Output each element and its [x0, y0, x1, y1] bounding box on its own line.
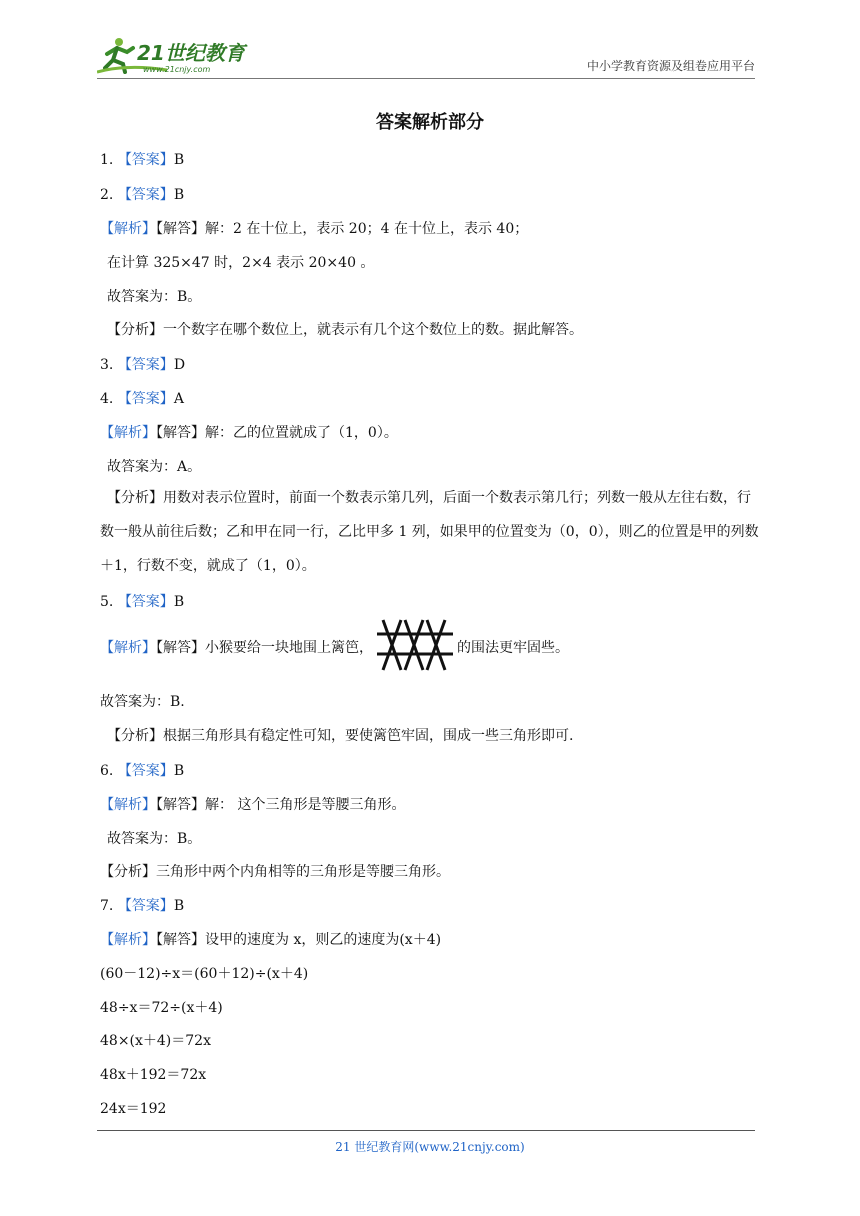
line-text: 在计算 325×47 时，2×4 表示 20×40 。 — [107, 255, 375, 271]
analysis-tag: 【解析】 — [100, 640, 156, 656]
q4-fenxi-text: 【分析】用数对表示位置时，前面一个数表示第几列，后面一个数表示第几行；列数一般从左往右数，行数一般从前往后数；乙和甲在同一行，乙比甲多 1 列，如果甲的位置变为（0，0），则乙的位置是甲的列数＋1，行数不变，就成了（1，0）。 — [100, 490, 759, 574]
q2-calc — [107, 253, 374, 273]
line-text: B — [173, 898, 185, 914]
q5-analysis — [100, 636, 569, 660]
line-text: 【解答】设甲的速度为 x，则乙的速度为(x＋4) — [156, 932, 442, 948]
line-text: 7. — [100, 898, 118, 914]
page-title: 答案解析部分 — [376, 112, 484, 133]
q2-answer — [107, 287, 201, 307]
q6-answer — [107, 829, 201, 849]
q7-eq3 — [100, 1031, 211, 1051]
runner-logo-icon — [97, 34, 257, 78]
q6-fenxi — [100, 862, 450, 882]
line-text: B — [173, 594, 185, 610]
line-text: 【解答】解：乙的位置就成了（1，0）。 — [156, 425, 398, 441]
q5-analysis-before: 【解答】小猴要给一块地围上篱笆， — [156, 640, 373, 656]
q4-fenxi — [100, 481, 760, 583]
line-text: 3. — [100, 357, 118, 373]
line-text: B — [173, 187, 185, 203]
answer-tag: 【答案】 — [117, 357, 174, 373]
platform-label: 中小学教育资源及组卷应用平台 — [586, 59, 755, 73]
q7-analysis — [100, 930, 441, 950]
answer-tag: 【解析】 — [100, 221, 156, 237]
line-text: 1. — [100, 152, 118, 168]
q5-answer — [100, 692, 185, 712]
svg-text:21世纪教育: 21世纪教育 — [137, 41, 245, 65]
line-text: B — [173, 763, 185, 779]
line-text: 【解答】解： 这个三角形是等腰三角形。 — [156, 797, 406, 813]
svg-text:www.21cnjy.com: www.21cnjy.com — [143, 65, 211, 74]
line-text: (60－12)÷x＝(60＋12)÷(x＋4) — [100, 966, 309, 982]
answer-tag: 【答案】 — [117, 152, 174, 168]
line-text: 48×(x＋4)＝72x — [100, 1033, 211, 1049]
answer-tag: 【答案】 — [117, 898, 174, 914]
q5-fenxi — [107, 726, 573, 746]
answer-tag: 【答案】 — [117, 763, 174, 779]
q1 — [100, 150, 184, 170]
line-text: 【解答】解：2 在十位上，表示 20；4 在十位上，表示 40； — [156, 221, 529, 237]
line-text: 【分析】根据三角形具有稳定性可知，要使篱笆牢固，围成一些三角形即可. — [107, 728, 574, 744]
fence-triangle-icon — [375, 636, 455, 660]
q4-answer — [107, 457, 201, 477]
site-logo[interactable] — [97, 34, 257, 78]
line-text: 6. — [100, 763, 118, 779]
line-text: 5. — [100, 594, 118, 610]
line-text: 4. — [100, 391, 118, 407]
q7-eq5 — [100, 1099, 166, 1119]
q7-eq4 — [100, 1065, 206, 1085]
line-text: 故答案为：B。 — [107, 831, 202, 847]
q4-analysis — [100, 423, 398, 443]
q4 — [100, 389, 184, 409]
answer-tag: 【解析】 — [100, 425, 156, 441]
answer-tag: 【解析】 — [100, 932, 156, 948]
line-text: 【分析】三角形中两个内角相等的三角形是等腰三角形。 — [100, 864, 450, 880]
line-text: 故答案为：B。 — [107, 289, 202, 305]
line-text: 48x＋192＝72x — [100, 1067, 207, 1083]
q3 — [100, 355, 185, 375]
q6 — [100, 761, 184, 781]
q6-analysis — [100, 795, 405, 815]
q2-fenxi — [107, 320, 583, 340]
q2-analysis — [100, 219, 528, 239]
q7 — [100, 896, 184, 916]
answer-tag: 【解析】 — [100, 797, 156, 813]
line-text: 故答案为：B. — [100, 694, 185, 710]
answer-tag: 【答案】 — [117, 391, 174, 407]
line-text: 24x＝192 — [100, 1101, 167, 1117]
q2 — [100, 185, 184, 205]
page-footer[interactable]: 21 世纪教育网(www.21cnjy.com) — [335, 1140, 525, 1154]
line-text: 2. — [100, 187, 118, 203]
q7-eq1 — [100, 964, 308, 984]
line-text: A — [173, 391, 184, 407]
line-text: 故答案为：A。 — [107, 459, 202, 475]
page-header — [97, 34, 755, 79]
line-text: D — [173, 357, 186, 373]
answer-tag: 【答案】 — [117, 594, 174, 610]
answer-tag: 【答案】 — [117, 187, 174, 203]
footer-divider — [97, 1130, 755, 1131]
q5 — [100, 592, 184, 612]
line-text: 48÷x＝72÷(x＋4) — [100, 1000, 223, 1016]
q5-analysis-after: 的围法更牢固些。 — [457, 640, 569, 656]
line-text: B — [173, 152, 185, 168]
q7-eq2 — [100, 998, 223, 1018]
line-text: 【分析】一个数字在哪个数位上，就表示有几个这个数位上的数。据此解答。 — [107, 322, 583, 338]
